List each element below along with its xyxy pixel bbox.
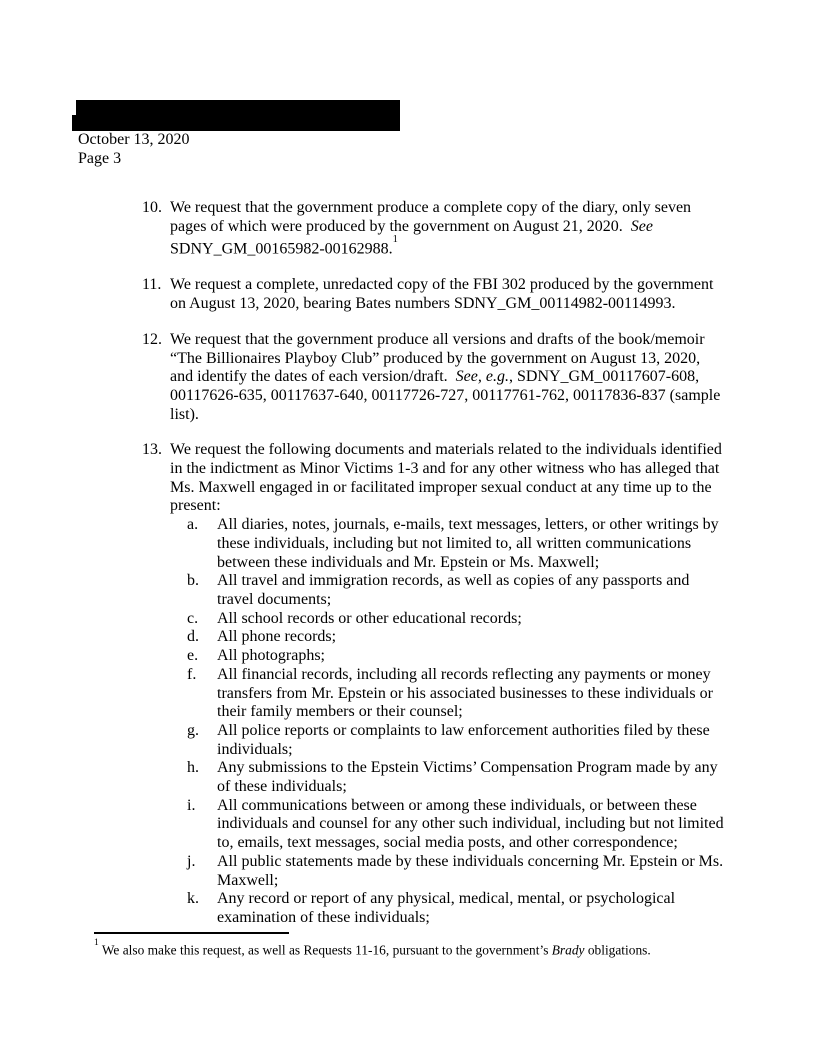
sub-request-item-a bbox=[170, 516, 726, 572]
sub-request-text: Any submissions to the Epstein Victims’ Compensation Program made by any of these individuals; bbox=[217, 759, 722, 796]
footnote-marker: 1 bbox=[94, 938, 99, 948]
sub-request-letter: b. bbox=[187, 572, 199, 590]
request-number: 11. bbox=[142, 276, 162, 294]
request-text: We request the following documents and materials related to the individuals identified in the indictment as Minor Victims 1-3 and for any other witness who has alleged that Ms. Maxwell engaged in or facilitated improper sexual conduct at any time up to the present: bbox=[170, 441, 726, 515]
sub-request-letter: c. bbox=[187, 609, 199, 627]
request-item-13 bbox=[142, 441, 726, 927]
redaction-bar-notch bbox=[72, 115, 77, 131]
sub-request-text: All phone records; bbox=[217, 628, 337, 646]
footnote-text-segment: obligations. bbox=[584, 942, 651, 958]
request-text: We request a complete, unredacted copy of the FBI 302 produced by the government on August 13, 2020, bearing Bates numbers SDNY_GM_00114982-00114993. bbox=[170, 276, 718, 313]
request-text-segment: SDNY_GM_00165982-00162988. bbox=[170, 217, 657, 258]
sub-request-item-f bbox=[170, 666, 726, 722]
page-number: Page 3 bbox=[78, 149, 122, 167]
sub-request-letter: e. bbox=[187, 647, 199, 665]
sub-request-letter: j. bbox=[187, 852, 196, 870]
footnote-text-segment: We also make this request, as well as Requests 11-16, pursuant to the government’s bbox=[98, 942, 552, 958]
citation-see-italic: See bbox=[630, 217, 653, 235]
letter-header bbox=[78, 131, 190, 168]
sub-request-text: All photographs; bbox=[217, 647, 325, 665]
sub-request-letter: a. bbox=[187, 516, 199, 534]
sub-request-letter: f. bbox=[187, 665, 197, 683]
sub-request-item-g bbox=[170, 722, 726, 759]
sub-request-text: All public statements made by these individuals concerning Mr. Epstein or Ms. Maxwell; bbox=[217, 852, 728, 889]
sub-request-list bbox=[170, 516, 726, 927]
redacted-recipient-block bbox=[76, 100, 400, 131]
sub-request-item-k bbox=[170, 890, 726, 927]
sub-request-item-b bbox=[170, 572, 726, 609]
request-text-segment: We request that the government produce all versions and drafts of the book/memoir “The Billionaires Playboy Club” produced by the government on August 13, 2020, and identify the dates of each version/draft. bbox=[170, 330, 709, 386]
request-text bbox=[170, 331, 726, 425]
request-text-segment: We request that the government produce a complete copy of the diary, only seven pages of which were produced by the government on August 21, 2020. bbox=[170, 199, 696, 235]
sub-request-item-c bbox=[170, 610, 726, 629]
sub-request-letter: d. bbox=[187, 628, 199, 646]
sub-request-text: All communications between or among these individuals, or between these individuals and counsel for any other such individual, including but not limited to, emails, text messages, social media posts, and other correspondence; bbox=[217, 796, 728, 852]
sub-request-item-j bbox=[170, 853, 726, 890]
sub-request-text: All financial records, including all records reflecting any payments or money transfers from Mr. Epstein or his associated businesses to these individuals or their family members or their counsel; bbox=[217, 665, 717, 721]
request-number: 10. bbox=[142, 199, 162, 216]
footnote-reference: 1 bbox=[392, 233, 398, 245]
footnote-separator bbox=[94, 932, 289, 934]
sub-request-item-e bbox=[170, 647, 726, 666]
request-item-11 bbox=[142, 276, 726, 313]
sub-request-item-d bbox=[170, 628, 726, 647]
request-number: 13. bbox=[142, 441, 162, 459]
sub-request-item-i bbox=[170, 797, 726, 853]
sub-request-letter: h. bbox=[187, 759, 199, 777]
sub-request-letter: g. bbox=[187, 721, 199, 739]
sub-request-letter: i. bbox=[187, 796, 196, 814]
sub-request-text: All police reports or complaints to law enforcement authorities filed by these individuals; bbox=[217, 721, 714, 758]
request-item-12 bbox=[142, 331, 726, 425]
request-number: 12. bbox=[142, 330, 162, 348]
request-item-10 bbox=[142, 199, 726, 259]
sub-request-text: All diaries, notes, journals, e-mails, text messages, letters, or other writings by these individuals, including but not limited to, all written communications between these individuals and Mr. Epstein or Ms. Maxwell; bbox=[217, 516, 723, 571]
sub-request-item-h bbox=[170, 759, 726, 796]
footnote bbox=[94, 939, 704, 958]
sub-request-text: Any record or report of any physical, medical, mental, or psychological examination of these individuals; bbox=[217, 890, 680, 926]
request-text-segment: , SDNY_GM_00117607-608, 00117626-635, 00117637-640, 00117726-727, 00117761-762, 00117836-837 (sample list). bbox=[170, 368, 725, 423]
sub-request-text: All travel and immigration records, as well as copies of any passports and travel documents; bbox=[217, 572, 694, 608]
request-text bbox=[170, 199, 726, 259]
sub-request-letter: k. bbox=[187, 890, 199, 908]
request-list bbox=[142, 199, 726, 928]
brady-italic: Brady bbox=[551, 942, 585, 958]
date-line: October 13, 2020 bbox=[78, 131, 190, 148]
sub-request-text: All school records or other educational records; bbox=[217, 609, 522, 627]
citation-see-eg-italic: See, e.g. bbox=[455, 368, 509, 386]
